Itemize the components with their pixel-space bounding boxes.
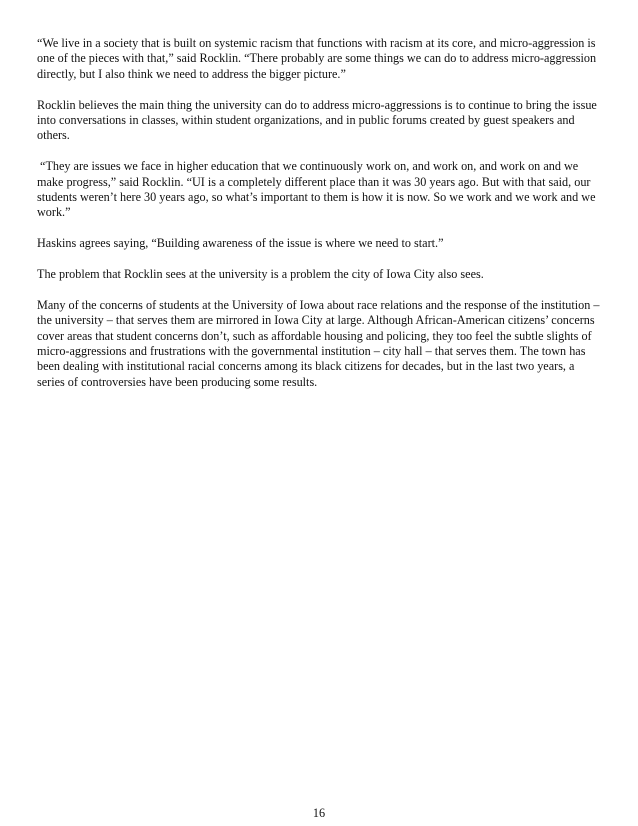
paragraph-3: “They are issues we face in higher education that we continuously work on, and work on, and work on and we make progress,” said Rocklin. “UI is a completely different place than it was 30 years ago. But with that said, our students weren’t here 30 years ago, so what’s important to them is how it is now. So we work and we work and we work.” xyxy=(37,159,599,220)
paragraph-2: Rocklin believes the main thing the university can do to address micro-aggressions is to continue to bring the issue into conversations in classes, within student organizations, and in public forums created by guest speakers and others. xyxy=(37,97,597,143)
paragraph-4: Haskins agrees saying, “Building awareness of the issue is where we need to start.” xyxy=(37,236,444,251)
paragraph-1: “We live in a society that is built on systemic racism that functions with racism at its core, and micro-aggression is one of the pieces with that,” said Rocklin. “There probably are some things we can do to address micro-aggression directly, but I also think we need to address the bigger picture.” xyxy=(37,36,597,81)
paragraph-6: Many of the concerns of students at the University of Iowa about race relations and the response of the institution – the university – that serves them are mirrored in Iowa City at large. Although African-American citizens’ concerns cover areas that student concerns don’t, such as affordable housing and policing, they too feel the subtle slights of micro-aggressions and frustrations with the governmental institution – city hall – that serves them. The town has been dealing with institutional racial concerns among its black citizens for decades, but in the last two years, a series of controversies have been producing some results. xyxy=(37,297,600,389)
page-number: 16 xyxy=(312,806,326,820)
paragraph-5: The problem that Rocklin sees at the university is a problem the city of Iowa City also sees. xyxy=(37,267,484,282)
document-body xyxy=(37,36,602,406)
